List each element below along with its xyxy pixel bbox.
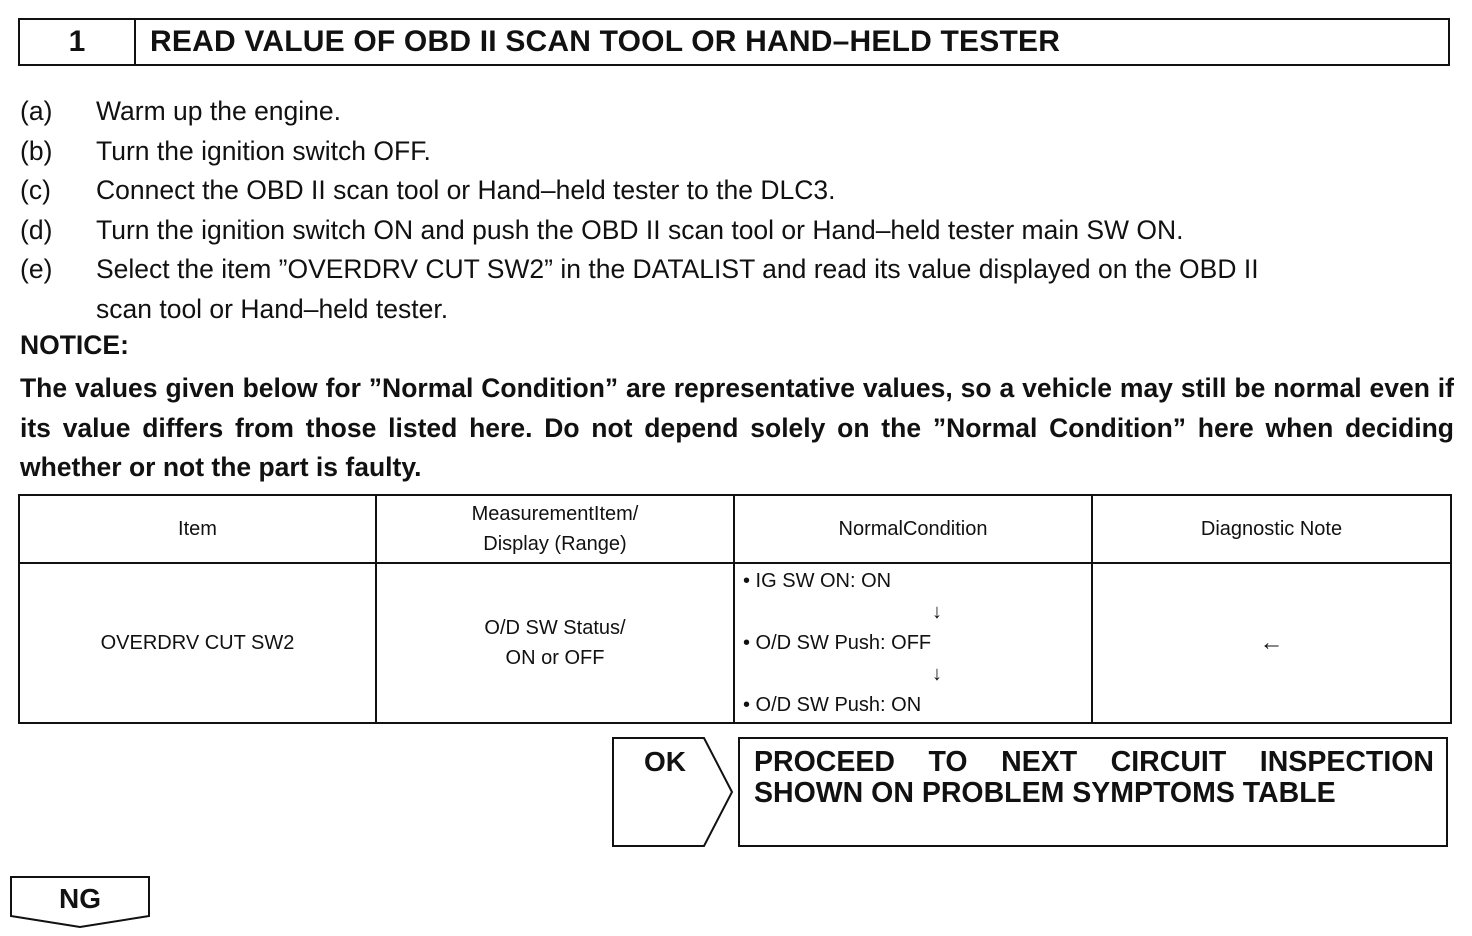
procedure-step	[20, 171, 1460, 211]
result-text-line: SHOWN ON PROBLEM SYMPTOMS TABLE	[754, 777, 1336, 809]
step-number: 1	[20, 20, 136, 64]
step-text-line: Select the item ”OVERDRV CUT SW2” in the DATALIST and read its value displayed on the OBD II	[96, 254, 1259, 284]
header-normal-condition: NormalCondition	[734, 495, 1092, 563]
ok-label: OK	[644, 746, 686, 777]
condition-line: • IG SW ON: ON	[743, 569, 892, 592]
table-row	[19, 563, 1451, 723]
step-text: Turn the ignition switch ON and push the OBD II scan tool or Hand–held tester main SW ON.	[96, 214, 1184, 245]
header-measurement-line: MeasurementItem/	[471, 503, 639, 525]
cell-measurement	[376, 563, 734, 723]
header-measurement-line: Display (Range)	[483, 533, 627, 555]
step-letter: (e)	[20, 254, 53, 284]
result-text-line: PROCEED TO NEXT CIRCUIT INSPECTION	[754, 746, 1434, 778]
procedure-step	[20, 132, 1460, 172]
procedure-step	[20, 211, 1460, 251]
condition-line: • O/D SW Push: OFF	[743, 631, 932, 654]
ng-label: NG	[59, 883, 101, 914]
step-letter: (c)	[20, 175, 51, 205]
notice-label: NOTICE:	[20, 330, 129, 360]
procedure-steps	[20, 92, 1460, 329]
cell-measurement-line: O/D SW Status/	[484, 617, 626, 639]
condition-line: • O/D SW Push: ON	[743, 693, 922, 716]
table-header-row	[19, 495, 1451, 563]
notice-text: The values given below for ”Normal Condition” are representative values, so a vehicle may still be normal even if its value differs from those listed here. Do not depend solely on the ”Normal Condition” here when deciding whether or not the part is faulty.	[20, 373, 1454, 482]
cell-measurement-line: ON or OFF	[505, 647, 605, 669]
step-letter: (d)	[20, 214, 53, 245]
datalist-table	[18, 494, 1452, 724]
result-box	[738, 737, 1448, 847]
procedure-step	[20, 92, 1460, 132]
step-header	[18, 18, 1450, 66]
header-item: Item	[19, 495, 376, 563]
step-letter: (b)	[20, 135, 53, 166]
down-arrow-icon: ↓	[932, 662, 942, 685]
step-text	[96, 250, 1460, 329]
step-text: Connect the OBD II scan tool or Hand–held tester to the DLC3.	[96, 175, 836, 205]
step-text-line: scan tool or Hand–held tester.	[96, 293, 449, 324]
step-text: Turn the ignition switch OFF.	[96, 135, 431, 166]
cell-diagnostic-note: ←	[1092, 563, 1451, 723]
header-diagnostic-note: Diagnostic Note	[1092, 495, 1451, 563]
procedure-step	[20, 250, 1460, 329]
step-text: Warm up the engine.	[96, 96, 342, 126]
cell-normal-condition	[734, 563, 1092, 723]
step-letter: (a)	[20, 96, 53, 126]
cell-item: OVERDRV CUT SW2	[19, 563, 376, 723]
down-arrow-icon: ↓	[932, 600, 942, 623]
header-measurement	[376, 495, 734, 563]
step-title: READ VALUE OF OBD II SCAN TOOL OR HAND–HELD TESTER	[150, 25, 1061, 58]
